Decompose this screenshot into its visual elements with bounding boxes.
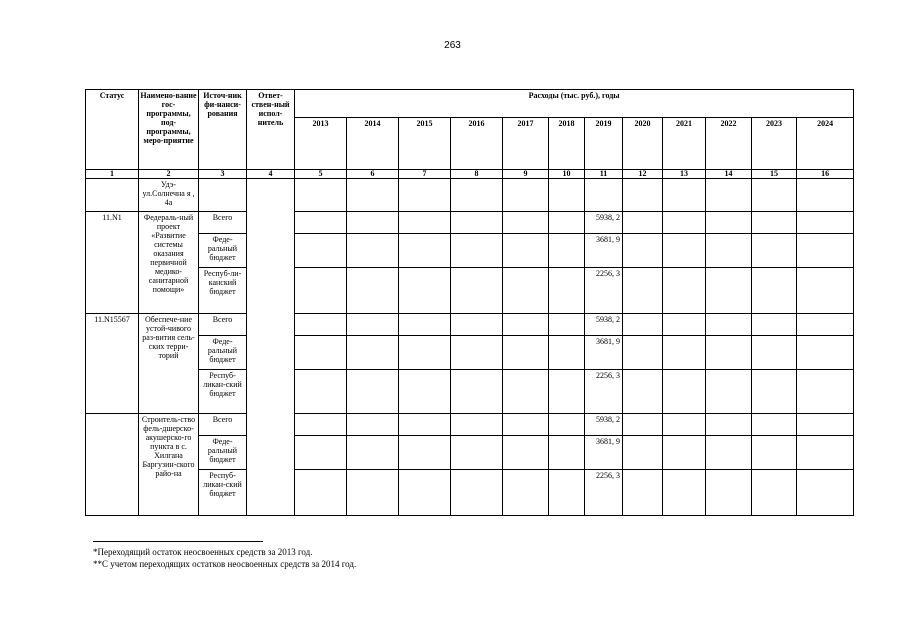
header-year: 2014 [347,118,399,170]
col-number: 14 [706,170,752,179]
value-2019: 5938, 2 [585,212,623,234]
value-2019: 5938, 2 [585,414,623,436]
header-year: 2019 [585,118,623,170]
header-year: 2013 [295,118,347,170]
source-cell: Респуб-ликан-ский бюджет [199,470,247,516]
source-cell: Всего [199,314,247,336]
table-row [86,414,854,436]
header-year: 2022 [706,118,752,170]
value-2019: 2256, 3 [585,268,623,314]
header-expenses: Расходы (тыс. руб.), годы [295,90,854,118]
source-cell: Феде-ральный бюджет [199,436,247,470]
footnotes [93,546,356,570]
value-2019: 3681, 9 [585,336,623,370]
col-number: 5 [295,170,347,179]
footnote-divider [93,541,263,542]
name-cell: Удэ-ул.Солнечна я , 4а [139,179,199,212]
source-cell: Феде-ральный бюджет [199,336,247,370]
col-number: 16 [797,170,854,179]
name-cell: Обеспече-ние устой-чивого раз-вития сель-ских терри-торий [139,314,199,414]
footnote: *Переходящий остаток неосвоенных средств за 2013 год. [93,547,313,557]
table-row [86,370,854,414]
table-row [86,436,854,470]
header-source: Источ-ник фи-нанси-рования [199,90,247,170]
table-row [86,234,854,268]
source-cell: Респуб-ли-канский бюджет [199,268,247,314]
budget-table [85,89,854,516]
source-cell: Респуб-ликан-ский бюджет [199,370,247,414]
table-row [86,212,854,234]
col-number: 15 [752,170,797,179]
col-number: 4 [247,170,295,179]
name-cell: Федераль-ный проект «Развитие системы оказания первичной медико-санитарной помощи» [139,212,199,314]
col-number: 11 [585,170,623,179]
source-cell: Всего [199,212,247,234]
header-year: 2017 [503,118,549,170]
status-cell: 11.N1 [86,212,139,314]
executor-cell [247,179,295,516]
header-year: 2024 [797,118,854,170]
col-number: 12 [623,170,663,179]
col-number: 9 [503,170,549,179]
header-name: Наимено-вание гос-программы, под-программы, меро-приятие [139,90,199,170]
col-number: 10 [549,170,585,179]
table-row [86,314,854,336]
value-2019: 3681, 9 [585,436,623,470]
page-number: 263 [444,40,461,51]
col-number: 1 [86,170,139,179]
table-row [86,470,854,516]
header-executor: Ответ-ствен-ный испол-нитель [247,90,295,170]
value-2019: 2256, 3 [585,470,623,516]
table-row [86,179,854,212]
header-year: 2016 [451,118,503,170]
value-2019: 2256, 3 [585,370,623,414]
header-year: 2020 [623,118,663,170]
col-number: 2 [139,170,199,179]
header-year: 2023 [752,118,797,170]
value-2019: 5938, 2 [585,314,623,336]
header-year: 2018 [549,118,585,170]
name-cell: Строитель-ство фель-дшерско-акушерско-го пункта в с. Хилгана Баргузин-ского райо-на [139,414,199,516]
footnote: **С учетом переходящих остатков неосвоенных средств за 2014 год. [93,559,357,569]
header-status: Статус [86,90,139,170]
table-row [86,336,854,370]
status-cell [86,414,139,516]
col-number: 7 [399,170,451,179]
col-number: 3 [199,170,247,179]
status-cell: 11.N15567 [86,314,139,414]
column-numbers-row [86,170,854,179]
header-year: 2015 [399,118,451,170]
col-number: 13 [663,170,706,179]
header-year: 2021 [663,118,706,170]
value-2019: 3681, 9 [585,234,623,268]
table-row [86,268,854,314]
col-number: 8 [451,170,503,179]
source-cell: Всего [199,414,247,436]
source-cell: Феде-ральный бюджет [199,234,247,268]
col-number: 6 [347,170,399,179]
